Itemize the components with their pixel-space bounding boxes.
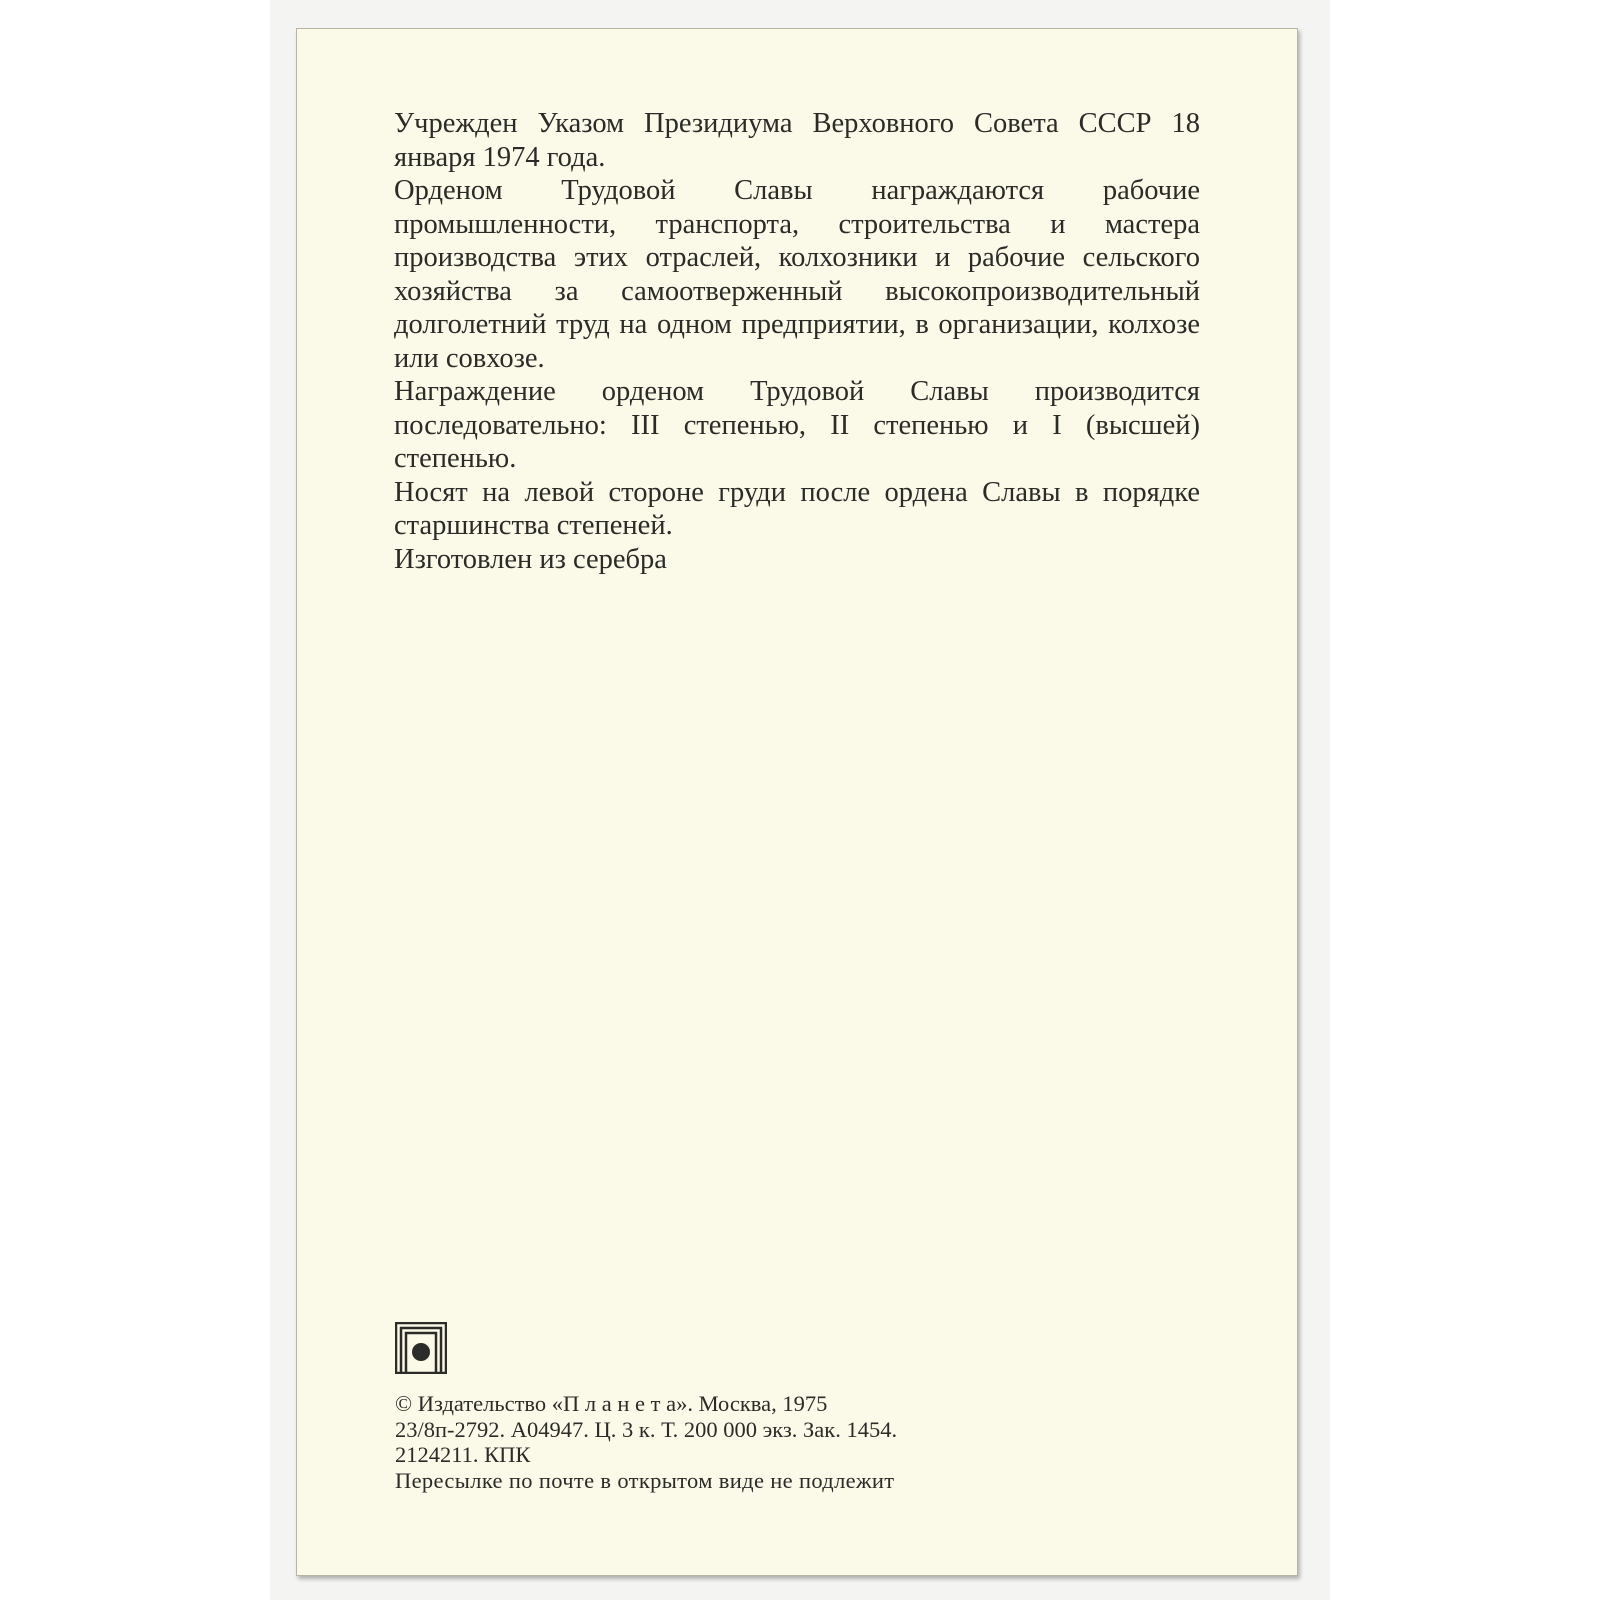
publisher-planeta-logo-icon	[395, 1322, 447, 1374]
paragraph-wearing: Носят на левой стороне груди после ордена Славы в порядке старшинства степеней.	[394, 476, 1200, 541]
paragraph-establishment: Учрежден Указом Президиума Верховного Совета СССР 18 января 1974 года.	[394, 108, 1200, 173]
imprint-print-codes: 23/8п-2792. А04947. Ц. 3 к. Т. 200 000 экз. Зак. 1454.	[395, 1416, 898, 1442]
imprint-catalog-code: 2124211. КПК	[395, 1442, 531, 1467]
postcard-back	[296, 28, 1298, 1576]
paragraph-material: Изготовлен из серебра	[394, 543, 667, 575]
paragraph-award-recipients: Орденом Трудовой Славы награждаются рабочие промышленности, транспорта, строительства и мастера производства этих отраслей, колхозники и рабочие сельского хозяйства за самоотверженный высокопроизводительный долголетний труд на одном предприятии, в организации, колхозе или совхозе.	[394, 175, 1200, 374]
order-description	[394, 107, 1200, 576]
imprint-copyright: © Издательство «П л а н е т а». Москва, 1975	[395, 1391, 828, 1416]
paragraph-award-order: Награждение орденом Трудовой Славы производится последовательно: III степенью, II степенью и I (высшей) степенью.	[394, 376, 1200, 474]
publisher-imprint	[395, 1391, 1195, 1493]
imprint-mailing-note: Пересылке по почте в открытом виде не подлежит	[395, 1467, 895, 1493]
